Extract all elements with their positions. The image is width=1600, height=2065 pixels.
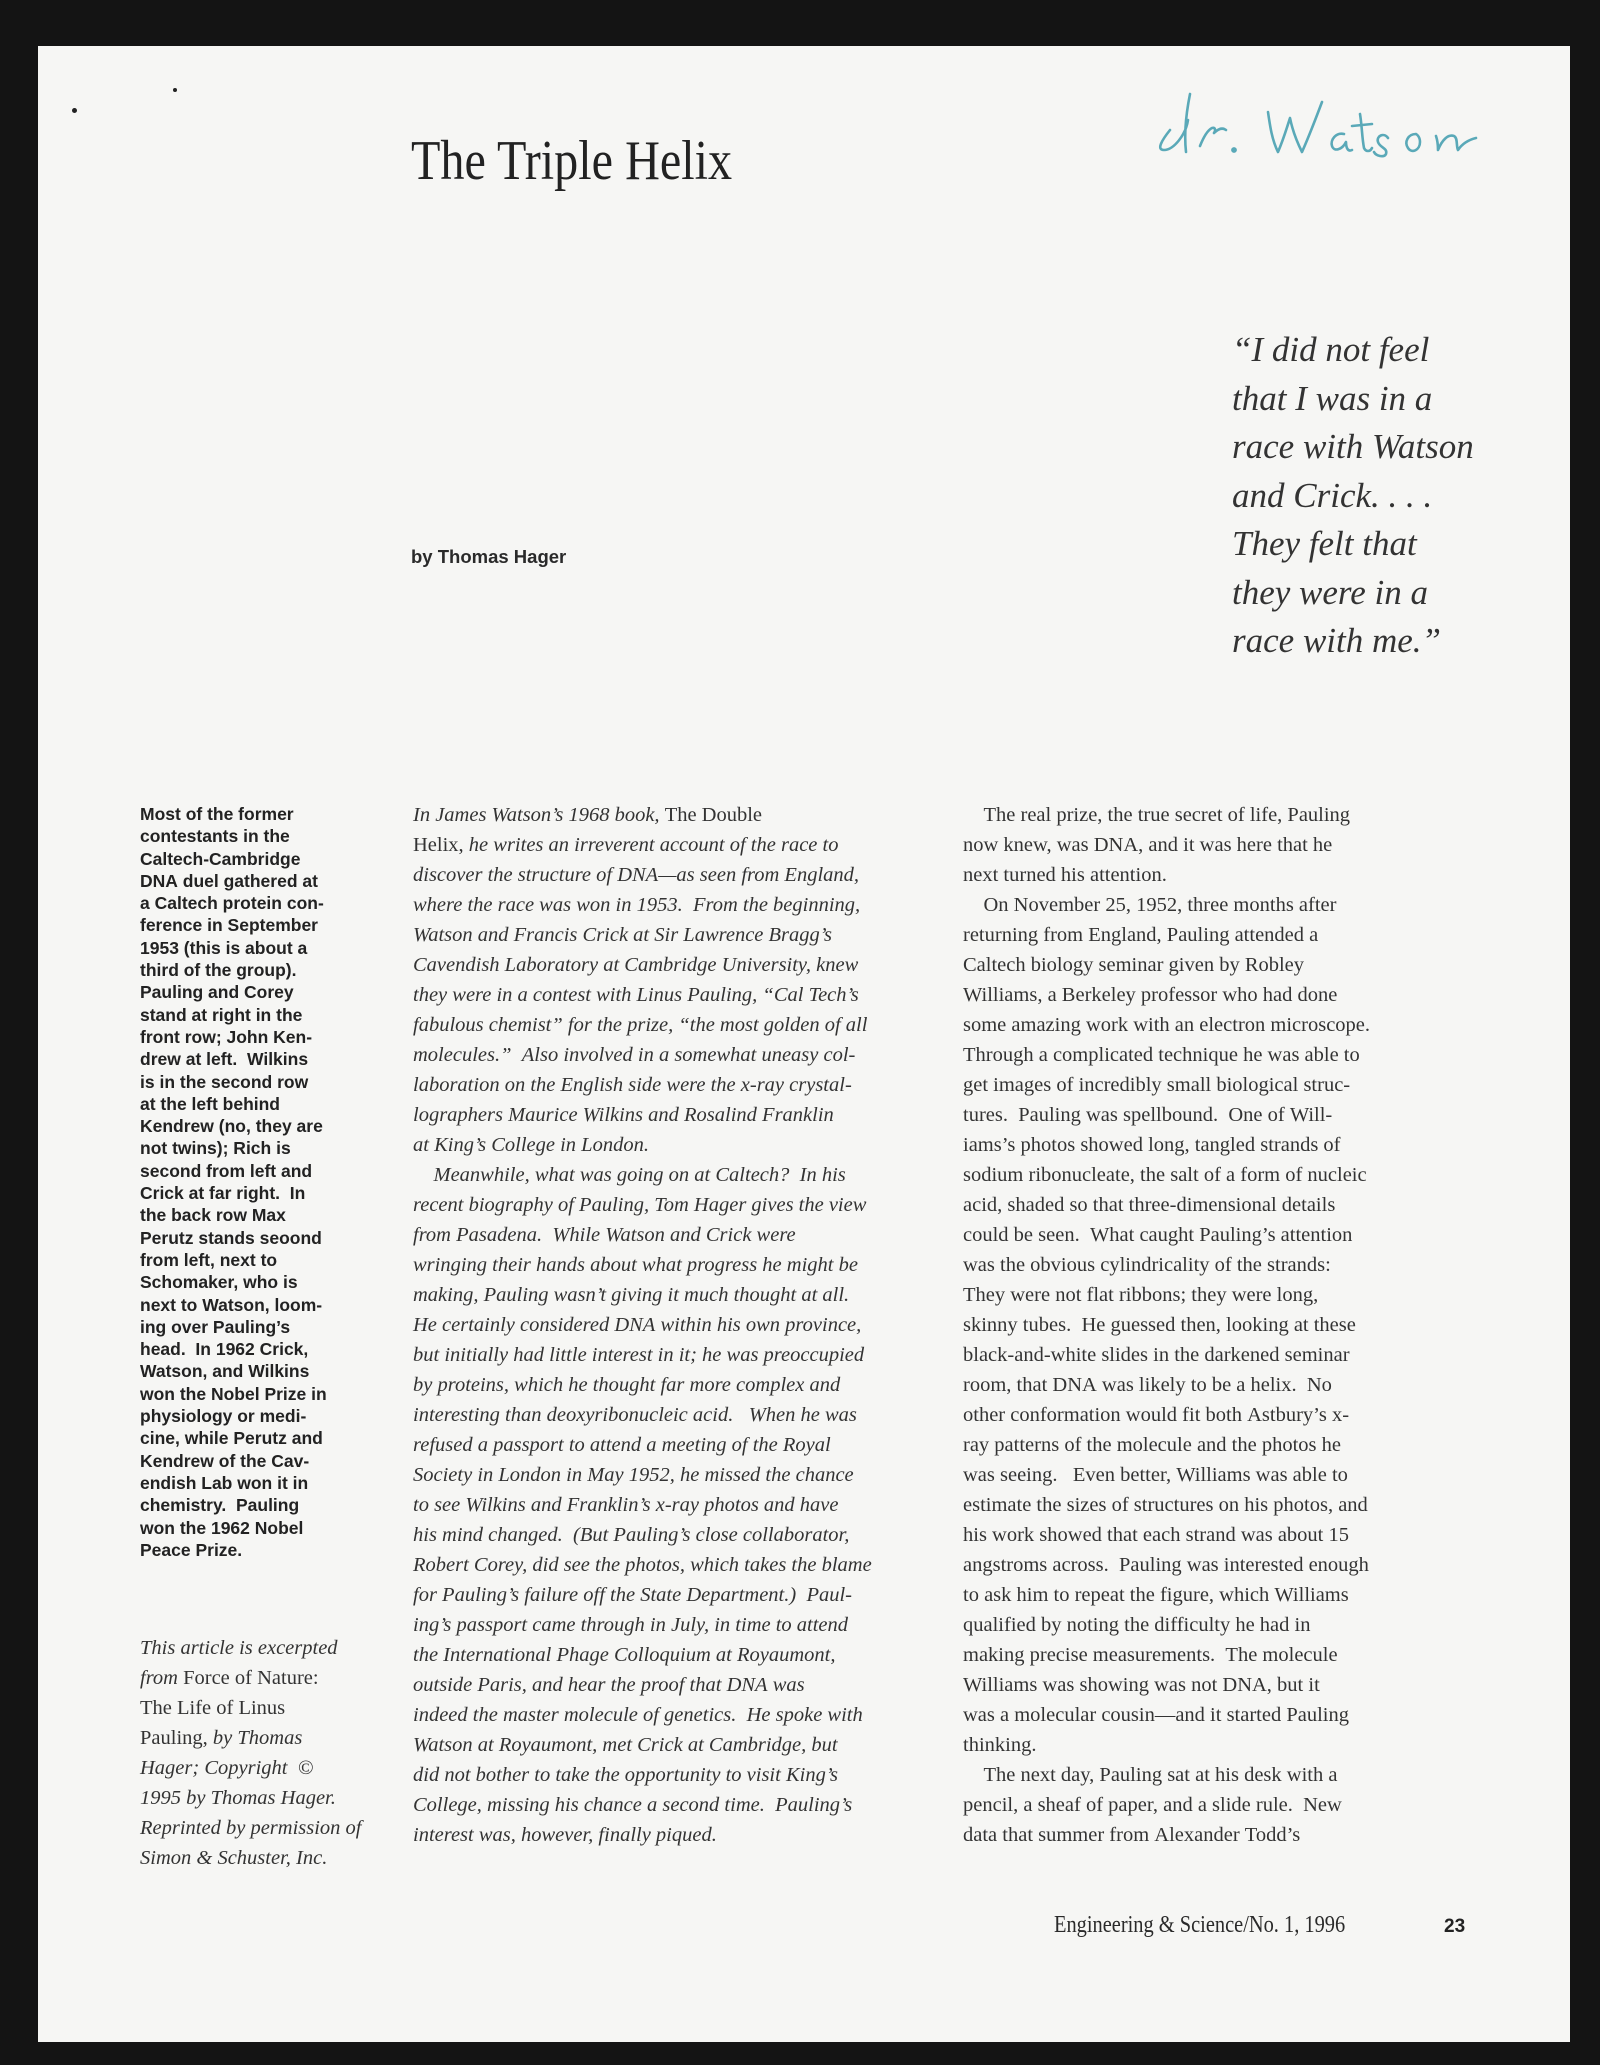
intro-line [413,1280,953,1310]
speck-mark [173,88,177,92]
intro-line [413,980,953,1010]
credit-line [140,1753,380,1783]
text-run: lographers Maurice Wilkins and Rosalind Franklin [413,1104,834,1126]
text-run: Helix, [413,834,464,856]
caption-line: chemistry. Pauling [140,1495,300,1516]
caption-line: Crick at far right. In [140,1183,306,1204]
caption-line: head. In 1962 Crick, [140,1339,309,1360]
pull-quote-line: “I did not feel [1232,330,1430,369]
intro-line [413,950,953,980]
body-line: Williams, a Berkeley professor who had done [963,984,1338,1006]
caption-line: Caltech-Cambridge [140,848,301,869]
intro-line [413,1430,953,1460]
text-run: Society in London in May 1952, he missed the chance [413,1464,854,1486]
text-run: by proteins, which he thought far more complex and [413,1374,841,1396]
caption-line: Peace Prize. [140,1539,243,1560]
text-run: ing’s passport came through in July, in time to attend [413,1614,849,1636]
byline: by Thomas Hager [411,546,567,567]
text-run: laboration on the English side were the x-ray crystal- [413,1074,852,1096]
pull-quote-line: that I was in a [1232,378,1433,418]
body-line: The real prize, the true secret of life, Pauling [963,804,1351,826]
text-run: In James Watson’s 1968 book, [413,804,660,826]
text-run: The Double [659,804,763,826]
text-run: the International Phage Colloquium at Royaumont, [413,1644,836,1666]
caption-line: Schomaker, who is [140,1272,298,1293]
body-line: Through a complicated technique he was able to [963,1044,1360,1066]
body-line: to ask him to repeat the figure, which Williams [963,1584,1349,1606]
body-line: get images of incredibly small biological struc- [963,1074,1351,1096]
pull-quote [1232,326,1562,666]
pull-quote-line: they were in a [1232,572,1429,612]
intro-line [413,1250,953,1280]
intro-line [413,1550,953,1580]
text-run: where the race was won in 1953. From the beginning, [413,894,861,916]
body-line: They were not flat ribbons; they were long, [963,1284,1319,1306]
body-line: acid, shaded so that three-dimensional details [963,1194,1336,1216]
magazine-page [38,46,1570,2042]
body-line: returning from England, Pauling attended a [963,924,1319,946]
body-line: data that summer from Alexander Todd’s [963,1824,1301,1846]
body-line: estimate the sizes of structures on his photos, and [963,1494,1368,1516]
text-run: Watson at Royaumont, met Crick at Cambridge, but [413,1734,838,1756]
intro-line [413,1340,953,1370]
text-run: wringing their hands about what progress he might be [413,1254,858,1276]
caption-line: won the 1962 Nobel [140,1517,304,1538]
caption-line: cine, while Perutz and [140,1428,323,1449]
intro-column [413,800,953,1850]
intro-line [413,1310,953,1340]
credit-line [140,1723,380,1753]
caption-line: a Caltech protein con- [140,893,324,914]
text-run: for Pauling’s failure off the State Department.) Paul- [413,1584,852,1606]
body-line: room, that DNA was likely to be a helix. No [963,1374,1332,1396]
photo-caption [140,803,380,1561]
caption-line: the back row Max [140,1205,286,1226]
intro-line [413,1040,953,1070]
body-line: next turned his attention. [963,864,1167,886]
caption-line: at the left behind [140,1093,280,1114]
intro-line [413,1730,953,1760]
body-line: Williams was showing was not DNA, but it [963,1674,1320,1696]
intro-line [413,860,953,890]
credit-line [140,1783,380,1813]
body-line: Caltech biology seminar given by Robley [963,954,1305,976]
intro-line [413,1580,953,1610]
text-run: but initially had little interest in it; he was preoccupied [413,1344,865,1366]
body-line: pencil, a sheaf of paper, and a slide rule. New [963,1794,1342,1816]
article-title: The Triple Helix [411,130,733,192]
handwritten-note-signature [1148,62,1548,172]
intro-line [413,890,953,920]
text-run: interest was, however, finally piqued. [413,1824,717,1846]
body-line: sodium ribonucleate, the salt of a form of nucleic [963,1164,1367,1186]
caption-line: Pauling and Corey [140,982,294,1003]
intro-line [413,1010,953,1040]
intro-line [413,1400,953,1430]
body-line: iams’s photos showed long, tangled strands of [963,1134,1341,1156]
body-line: angstroms across. Pauling was interested enough [963,1554,1369,1576]
body-line: other conformation would fit both Astbury’s x- [963,1404,1350,1426]
credit-line [140,1813,380,1843]
caption-line: Perutz stands seoond [140,1227,322,1248]
text-run: making, Pauling wasn’t giving it much thought at all. [413,1284,850,1306]
credit-line [140,1633,380,1663]
caption-line: Most of the former [140,804,294,824]
body-line: his work showed that each strand was about 15 [963,1524,1349,1546]
text-run: Simon & Schuster, Inc. [140,1847,328,1869]
body-line: was a molecular cousin—and it started Pauling [963,1704,1349,1726]
text-run: he writes an irreverent account of the race to [463,834,839,856]
text-run: Watson and Francis Crick at Sir Lawrence Bragg’s [413,924,832,946]
intro-line [413,1610,953,1640]
pull-quote-line: race with me.” [1232,621,1442,660]
text-run: Pauling, [140,1727,208,1749]
intro-line [413,1370,953,1400]
text-run: indeed the master molecule of genetics. He spoke with [413,1704,863,1726]
text-run: from [140,1667,178,1689]
intro-line [413,830,953,860]
intro-line [413,1190,953,1220]
text-run: refused a passport to attend a meeting of the Royal [413,1434,831,1456]
intro-line [413,1700,953,1730]
intro-line [413,1130,953,1160]
intro-line [413,1820,953,1850]
text-run: his mind changed. (But Pauling’s close collaborator, [413,1524,850,1546]
excerpt-credit [140,1633,380,1873]
text-run: fabulous chemist” for the prize, “the most golden of all [413,1014,868,1036]
text-run: 1995 by Thomas Hager. [140,1787,336,1809]
text-run: Meanwhile, what was going on at Caltech? In his [413,1164,846,1186]
body-line: was seeing. Even better, Williams was able to [963,1464,1348,1486]
text-run: Reprinted by permission of [140,1817,362,1839]
text-run: by Thomas [207,1727,303,1749]
intro-line [413,1160,953,1190]
caption-line: physiology or medi- [140,1406,307,1427]
footer-publication: Engineering & Science/No. 1, 1996 [1054,1912,1346,1938]
intro-line [413,800,953,830]
text-run: recent biography of Pauling, Tom Hager gives the view [413,1194,867,1216]
text-run: did not bother to take the opportunity to visit King’s [413,1764,838,1786]
intro-line [413,1490,953,1520]
text-run: from Pasadena. While Watson and Crick were [413,1224,796,1246]
speck-mark [72,108,77,113]
body-line: ray patterns of the molecule and the photos he [963,1434,1341,1456]
page-number: 23 [1444,1916,1466,1937]
intro-line [413,1070,953,1100]
caption-line: DNA duel gathered at [140,870,318,891]
intro-line [413,1790,953,1820]
intro-line [413,920,953,950]
caption-line: Kendrew of the Cav- [140,1450,310,1471]
pull-quote-line: race with Watson [1232,427,1474,466]
intro-line [413,1640,953,1670]
credit-line [140,1663,380,1693]
caption-line: ference in September [140,915,318,936]
intro-line [413,1220,953,1250]
text-run: outside Paris, and hear the proof that DNA was [413,1674,805,1696]
text-run: they were in a contest with Linus Pauling, “Cal Tech’s [413,984,859,1006]
caption-line: from left, next to [140,1249,278,1270]
body-column [963,800,1523,1850]
body-line: tures. Pauling was spellbound. One of Will- [963,1104,1333,1126]
body-line: skinny tubes. He guessed then, looking at these [963,1314,1356,1336]
pull-quote-line: and Crick. . . . [1232,475,1433,515]
intro-line [413,1100,953,1130]
caption-line: 1953 (this is about a [140,937,308,958]
text-run: This article is excerpted [140,1637,338,1659]
text-run: Robert Corey, did see the photos, which takes the blame [413,1554,872,1576]
caption-line: Watson, and Wilkins [140,1361,310,1382]
text-run: Cavendish Laboratory at Cambridge University, knew [413,954,859,976]
text-run: to see Wilkins and Franklin’s x-ray photos and have [413,1494,839,1516]
intro-line [413,1520,953,1550]
text-run: College, missing his chance a second time. Pauling’s [413,1794,853,1816]
caption-line: third of the group). [140,960,297,981]
credit-line [140,1843,380,1873]
body-line: making precise measurements. The molecule [963,1644,1338,1666]
text-run: Hager; Copyright © [140,1757,314,1779]
pull-quote-line: They felt that [1232,524,1417,563]
text-run: The Life of Linus [140,1697,286,1719]
body-line: was the obvious cylindricality of the strands: [963,1254,1331,1276]
caption-line: won the Nobel Prize in [140,1383,327,1404]
text-run: Force of Nature: [177,1667,319,1689]
body-line: some amazing work with an electron microscope. [963,1014,1371,1036]
text-run: interesting than deoxyribonucleic acid. When he was [413,1404,857,1426]
caption-line: is in the second row [140,1071,309,1092]
intro-line [413,1670,953,1700]
text-run: He certainly considered DNA within his own province, [413,1314,862,1336]
body-line: thinking. [963,1734,1037,1756]
caption-line: next to Watson, loom- [140,1294,323,1315]
caption-line: ing over Pauling’s [140,1316,291,1337]
caption-line: drew at left. Wilkins [140,1049,309,1070]
caption-line: stand at right in the [140,1004,303,1025]
body-line: black-and-white slides in the darkened seminar [963,1344,1350,1366]
text-run: molecules.” Also involved in a somewhat uneasy col- [413,1044,856,1066]
caption-line: contestants in the [140,826,290,847]
body-line: could be seen. What caught Pauling’s attention [963,1224,1353,1246]
caption-line: Kendrew (no, they are [140,1116,323,1137]
text-run: at King’s College in London. [413,1134,649,1156]
caption-line: not twins); Rich is [140,1138,291,1159]
caption-line: second from left and [140,1160,313,1181]
handwritten-note [1148,62,1548,172]
text-run: discover the structure of DNA—as seen from England, [413,864,860,886]
body-line: now knew, was DNA, and it was here that he [963,834,1333,856]
intro-line [413,1760,953,1790]
body-line: On November 25, 1952, three months after [963,894,1337,916]
caption-line: front row; John Ken- [140,1026,313,1047]
body-line: qualified by noting the difficulty he had in [963,1614,1311,1636]
body-line: The next day, Pauling sat at his desk with a [963,1764,1338,1786]
caption-line: endish Lab won it in [140,1472,309,1493]
intro-line [413,1460,953,1490]
credit-line [140,1693,380,1723]
